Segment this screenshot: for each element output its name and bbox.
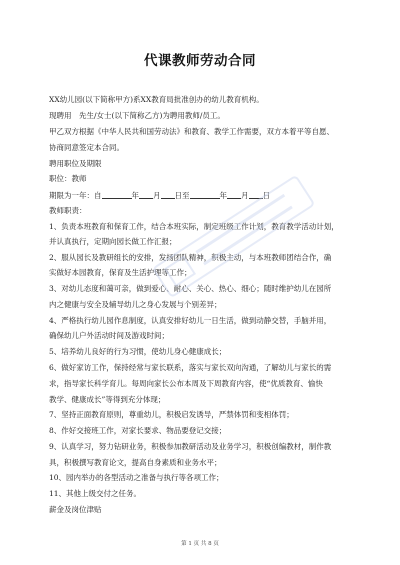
intro-line: 现聘用 先生/女士(以下简称乙方)为聘用教师/员工。 [49, 111, 225, 120]
end-day-blank [249, 190, 263, 199]
duty-line: 内之健康与安全及辅导幼儿之身心发展与个别差异； [49, 300, 222, 309]
term-prefix: 期限为一年：自 [49, 191, 102, 200]
duties-heading: 教师职责： [49, 206, 87, 215]
duty-line: 具，积极撰写教育论文，提高自身素质和业务水平； [49, 458, 222, 467]
intro-line: 协商同意签定本合同。 [49, 143, 124, 152]
start-month-blank [139, 190, 153, 199]
start-year-blank [102, 190, 132, 199]
term-month-label: 月 [153, 191, 161, 200]
intro-line: 甲乙双方根据《中华人民共和国劳动法》和教育、教学工作需要，双方本着平等自愿、 [49, 127, 334, 136]
duty-line: 6、做好家访工作，保持经常与家长联系，落实与家长双向沟通，了解幼儿与家长的需 [49, 363, 332, 372]
duty-line: 1、负责本班教育和保育工作，结合本班实际，制定班级工作计划，教育教学活动计划， [49, 222, 339, 231]
duty-line: 2、服从园长及教研组长的安排，发扬团队精神，积极主动，与本班教师团结合作，确 [49, 253, 332, 262]
duty-line: 3、对幼儿态度和蔼可亲，做到爱心、耐心、关心、热心、细心；随时维护幼儿在园所 [49, 284, 332, 293]
duty-line: 10、园内举办的各型活动之准备与执行等各项工作； [49, 473, 224, 482]
section-heading-position: 聘用职位及期限 [49, 159, 102, 168]
term-day-label: 日 [262, 191, 270, 200]
intro-line: XX幼儿园(以下简称甲方)系XX教育局批准创办的幼儿教育机构。 [49, 95, 264, 104]
end-year-blank [190, 190, 220, 199]
duty-line: 确保幼儿户外活动时间及游戏时间； [49, 331, 169, 340]
duty-line: 9、认真学习，努力钻研业务，积极参加教研活动及业务学习，积极创编教材，制作教 [49, 442, 332, 451]
document-title: 代课教师劳动合同 [144, 53, 256, 69]
duty-line: 教学、健康成长”等得到充分体现； [49, 395, 166, 404]
term-year-label: 年 [131, 191, 139, 200]
start-day-blank [161, 190, 175, 199]
duty-line: 并认真执行，定期向园长做工作汇报； [49, 237, 177, 246]
duty-line: 实做好本园教育，保育及生活护理等工作； [49, 268, 192, 277]
term-day-to-label: 日至 [174, 191, 190, 200]
term-year-label: 年 [219, 191, 227, 200]
duty-line: 7、坚持正面教育原则，尊重幼儿，积极启发诱导，严禁体罚和变相体罚； [49, 410, 294, 419]
duty-line: 4、严格执行幼儿园作息制度，认真安排好幼儿一日生活，做到动静交替，手脑并用， [49, 316, 332, 325]
duty-line: 求，指导家长科学育儿。每周向家长公布本周及下周教育内容，使“优质教育、愉快 [49, 379, 323, 388]
duty-line: 5、培养幼儿良好的行为习惯，使幼儿身心健康成长； [49, 347, 227, 356]
term-month-label: 月 [241, 191, 249, 200]
position-line: 职位：教师 [49, 174, 87, 183]
section-heading-salary: 薪金及岗位津贴 [49, 505, 102, 514]
duty-line: 11、其他上级交付之任务。 [49, 489, 142, 498]
duty-line: 8、作好交接班工作，对家长要求、物品要登记交接； [49, 426, 227, 435]
end-month-blank [227, 190, 241, 199]
term-line [49, 190, 361, 201]
page-footer: 第 1 页 共 8 页 [181, 541, 219, 547]
